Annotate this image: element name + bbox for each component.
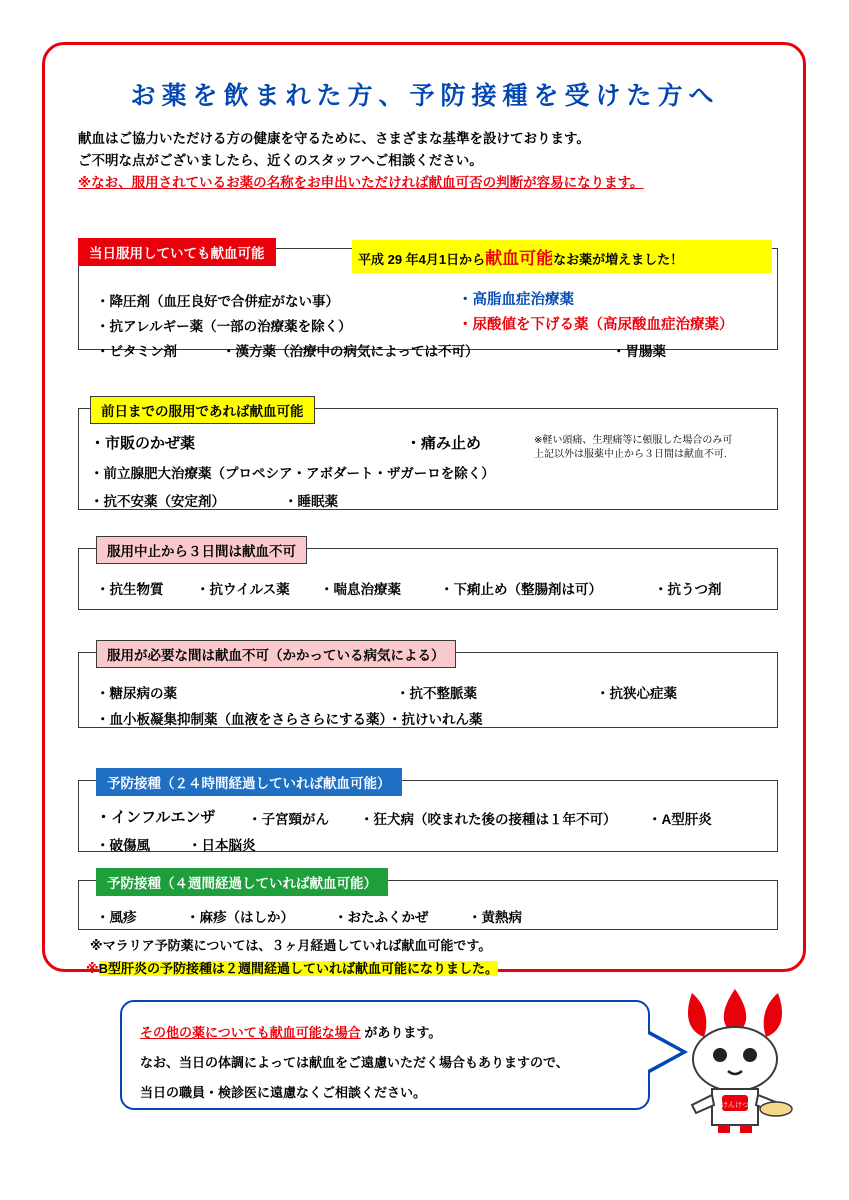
mascot-ear-left [688,993,706,1037]
item-tetanus: ・破傷風 [96,838,150,853]
item-antiallergy: ・抗アレルギー薬（一部の治療薬を除く） [96,319,352,334]
item-vitamin: ・ビタミン剤 [96,344,177,359]
page-title: お薬を飲まれた方、予防接種を受けた方へ [130,82,720,110]
banner-pre: 平成 29 年4月1日から [358,252,486,267]
mascot-drop-top [724,989,746,1029]
mascot-tray [760,1102,792,1116]
item-antiplatelet: ・血小板凝集抑制薬（血液をさらさらにする薬） [96,712,393,727]
item-anxiolytic: ・抗不安薬（安定剤） [90,494,225,509]
mascot-badge-label: けんけつ [721,1102,749,1109]
section-label-same-day: 当日服用していても献血可能 [78,238,276,266]
item-asthma: ・喘息治療薬 [320,582,401,597]
item-antiarrhythmic: ・抗不整脈薬 [396,686,477,701]
section-label-previous-day: 前日までの服用であれば献血可能 [90,396,315,424]
lead-line-2: ご不明な点がございましたら、近くのスタッフへご相談ください。 [78,153,483,168]
bubble-line-1-rest: があります。 [360,1025,442,1040]
section-label-three-days: 服用中止から３日間は献血不可 [96,536,307,564]
item-influenza: ・インフルエンザ [96,809,216,826]
item-japanese-encephalitis: ・日本脳炎 [188,838,256,853]
section-label-vaccine-24h: 予防接種（２４時間経過していれば献血可能） [96,768,402,796]
item-prostate: ・前立腺肥大治療薬（プロペシア・アボダート・ザガーロを除く） [90,466,495,481]
footnote-malaria: ※マラリア予防薬については、３ヶ月経過していれば献血可能です。 [90,938,492,953]
item-hyperlipidemia: ・高脂血症治療薬 [458,292,574,308]
item-rabies: ・狂犬病（咬まれた後の接種は１年不可） [360,812,617,827]
footnote-hepatitis-b [86,958,498,977]
bubble-line-2: なお、当日の体調によっては献血をご遠慮いただく場合もありますので、 [140,1055,569,1070]
item-diabetes: ・糖尿病の薬 [96,686,177,701]
note-painkiller-line2: 上記以外は服薬中止から３日間は献血不可. [534,449,727,460]
mascot-head [693,1027,777,1091]
mascot-arm-left [692,1095,714,1113]
item-measles: ・麻疹（はしか） [186,910,294,925]
item-hepatitis-a: ・A型肝炎 [648,812,712,827]
item-gastrointestinal: ・胃腸薬 [612,344,666,359]
item-antihypertensive: ・降圧剤（血圧良好で合併症がない事） [96,294,339,309]
banner-emphasis: 献血可能 [485,249,554,268]
item-kampo: ・漢方薬（治療中の病気によっては不可） [222,344,479,359]
mascot-eye-right [743,1048,757,1062]
item-painkiller: ・痛み止め [406,435,482,452]
item-antidepressant: ・抗うつ剤 [654,582,722,597]
section-label-while-needed: 服用が必要な間は献血不可（かかっている病気による） [96,640,456,668]
item-antiviral: ・抗ウイルス薬 [196,582,290,597]
item-hpv: ・子宮頸がん [248,812,329,827]
item-rubella: ・風疹 [96,910,137,925]
note-painkiller-line1: ※軽い頭痛、生理痛等に頓服した場合のみ可 [534,435,733,446]
item-antibiotic: ・抗生物質 [96,582,164,597]
item-anticonvulsant: ・抗けいれん薬 [388,712,483,727]
mascot-ear-right [764,993,782,1037]
item-antidiarrheal: ・下痢止め（整腸剤は可） [440,582,602,597]
bubble-line-1-underlined: その他の薬についても献血可能な場合 [140,1025,361,1040]
banner-new-drugs [352,240,772,273]
item-antianginal: ・抗狭心症薬 [596,686,677,701]
footnote-hepb-text: B型肝炎の予防接種は２週間経過していれば献血可能になりました。 [98,961,499,976]
bubble-line-1 [140,1022,441,1041]
banner-post: なお薬が増えました！ [553,252,684,267]
section-label-vaccine-4w: 予防接種（４週間経過していれば献血可能） [96,868,388,896]
mascot-eye-left [713,1048,727,1062]
bubble-line-3: 当日の職員・検診医に遠慮なくご相談ください。 [140,1085,427,1100]
footnote-hepb-mark: ※ [86,961,99,976]
item-yellow-fever: ・黄熱病 [468,910,522,925]
item-uric-acid: ・尿酸値を下げる薬（高尿酸血症治療薬） [458,317,734,333]
lead-line-3: ※なお、服用されているお薬の名称をお申出いただければ献血可否の判断が容易になります。 [78,175,644,190]
item-otc-cold: ・市販のかぜ薬 [90,435,196,452]
mascot-illustration [670,985,800,1135]
lead-paragraph [78,128,778,194]
item-mumps: ・おたふくかぜ [334,910,429,925]
lead-line-1: 献血はご協力いただける方の健康を守るために、さまざまな基準を設けております。 [78,131,590,146]
item-sleeping-pill: ・睡眠薬 [284,494,338,509]
note-painkiller [534,434,732,462]
mascot-leg-left [718,1125,730,1133]
mascot-leg-right [740,1125,752,1133]
